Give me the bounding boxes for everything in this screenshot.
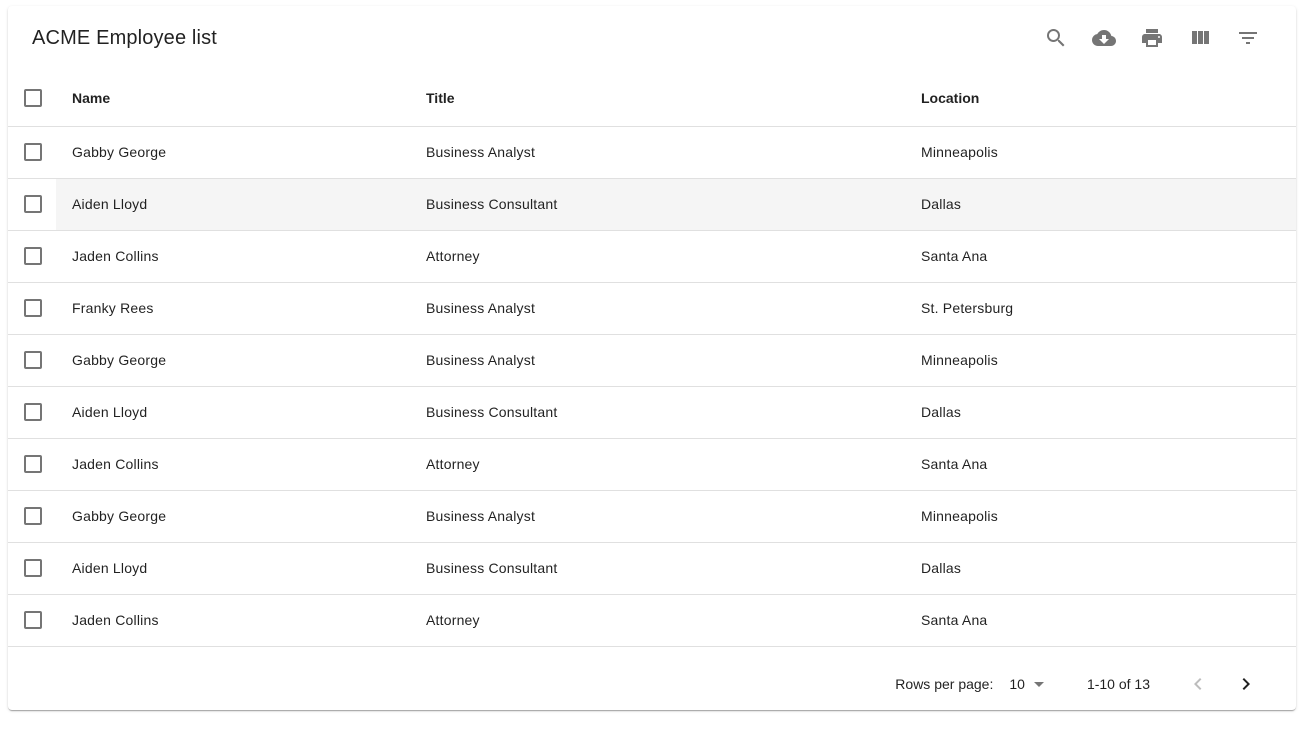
row-select-cell [8, 126, 56, 178]
row-select-cell [8, 178, 56, 230]
row-select-cell [8, 490, 56, 542]
cell-location: Santa Ana [921, 438, 1296, 490]
row-checkbox[interactable] [24, 247, 42, 265]
table-title: ACME Employee list [32, 27, 217, 49]
rows-per-page-label: Rows per page: [895, 676, 994, 692]
row-checkbox[interactable] [24, 611, 42, 629]
row-checkbox[interactable] [24, 403, 42, 421]
row-checkbox[interactable] [24, 559, 42, 577]
cell-title: Business Analyst [426, 282, 921, 334]
cell-name: Gabby George [56, 126, 426, 178]
cell-name: Aiden Lloyd [56, 178, 426, 230]
filter-list-icon [1236, 26, 1260, 50]
row-checkbox[interactable] [24, 195, 42, 213]
cell-title: Attorney [426, 438, 921, 490]
column-header-title[interactable]: Title [426, 70, 921, 126]
cell-name: Jaden Collins [56, 594, 426, 646]
table-toolbar [8, 6, 1296, 70]
print-button[interactable] [1128, 14, 1176, 62]
table-row[interactable] [8, 594, 1296, 646]
employee-table-card [8, 6, 1296, 710]
next-page-button[interactable] [1222, 660, 1270, 708]
cell-location: Dallas [921, 178, 1296, 230]
table-body [8, 126, 1296, 646]
row-checkbox[interactable] [24, 351, 42, 369]
row-select-cell [8, 282, 56, 334]
arrow-drop-down-icon [1027, 672, 1051, 696]
toolbar-actions [1032, 14, 1272, 62]
row-select-cell [8, 594, 56, 646]
row-select-cell [8, 334, 56, 386]
cell-name: Aiden Lloyd [56, 386, 426, 438]
view-columns-button[interactable] [1176, 14, 1224, 62]
pagination-range: 1-10 of 13 [1086, 676, 1150, 692]
employee-table [8, 70, 1296, 647]
rows-per-page-value: 10 [1009, 676, 1025, 692]
row-checkbox[interactable] [24, 455, 42, 473]
table-row[interactable] [8, 178, 1296, 230]
table-row[interactable] [8, 490, 1296, 542]
search-icon [1044, 26, 1068, 50]
chevron-right-icon [1234, 672, 1258, 696]
cell-name: Jaden Collins [56, 438, 426, 490]
table-row[interactable] [8, 282, 1296, 334]
table-header-row [8, 70, 1296, 126]
row-select-cell [8, 542, 56, 594]
filter-button[interactable] [1224, 14, 1272, 62]
cell-title: Business Consultant [426, 542, 921, 594]
row-select-cell [8, 438, 56, 490]
previous-page-button[interactable] [1174, 660, 1222, 708]
cell-location: Minneapolis [921, 334, 1296, 386]
cell-name: Gabby George [56, 334, 426, 386]
table-row[interactable] [8, 386, 1296, 438]
table-row[interactable] [8, 126, 1296, 178]
column-header-location[interactable]: Location [921, 70, 1296, 126]
cell-location: Minneapolis [921, 490, 1296, 542]
search-button[interactable] [1032, 14, 1080, 62]
row-checkbox[interactable] [24, 143, 42, 161]
cell-name: Franky Rees [56, 282, 426, 334]
table-pagination [8, 658, 1296, 710]
row-select-cell [8, 230, 56, 282]
cell-location: Santa Ana [921, 594, 1296, 646]
table-row[interactable] [8, 230, 1296, 282]
cell-title: Business Consultant [426, 386, 921, 438]
cell-name: Jaden Collins [56, 230, 426, 282]
cell-title: Business Analyst [426, 334, 921, 386]
select-all-cell [8, 70, 56, 126]
cell-title: Business Analyst [426, 490, 921, 542]
cell-location: Dallas [921, 386, 1296, 438]
cell-title: Attorney [426, 594, 921, 646]
cell-location: Minneapolis [921, 126, 1296, 178]
column-header-name[interactable]: Name [56, 70, 426, 126]
select-all-checkbox[interactable] [24, 89, 42, 107]
cloud-download-icon [1092, 26, 1116, 50]
chevron-left-icon [1186, 672, 1210, 696]
cell-location: Santa Ana [921, 230, 1296, 282]
cell-location: Dallas [921, 542, 1296, 594]
download-csv-button[interactable] [1080, 14, 1128, 62]
cell-title: Attorney [426, 230, 921, 282]
row-checkbox[interactable] [24, 507, 42, 525]
cell-name: Aiden Lloyd [56, 542, 426, 594]
table-row[interactable] [8, 334, 1296, 386]
cell-location: St. Petersburg [921, 282, 1296, 334]
row-select-cell [8, 386, 56, 438]
print-icon [1140, 26, 1164, 50]
cell-title: Business Analyst [426, 126, 921, 178]
view-column-icon [1188, 26, 1212, 50]
cell-name: Gabby George [56, 490, 426, 542]
row-checkbox[interactable] [24, 299, 42, 317]
table-row[interactable] [8, 438, 1296, 490]
table-row[interactable] [8, 542, 1296, 594]
cell-title: Business Consultant [426, 178, 921, 230]
rows-per-page-select[interactable] [1009, 672, 1051, 696]
